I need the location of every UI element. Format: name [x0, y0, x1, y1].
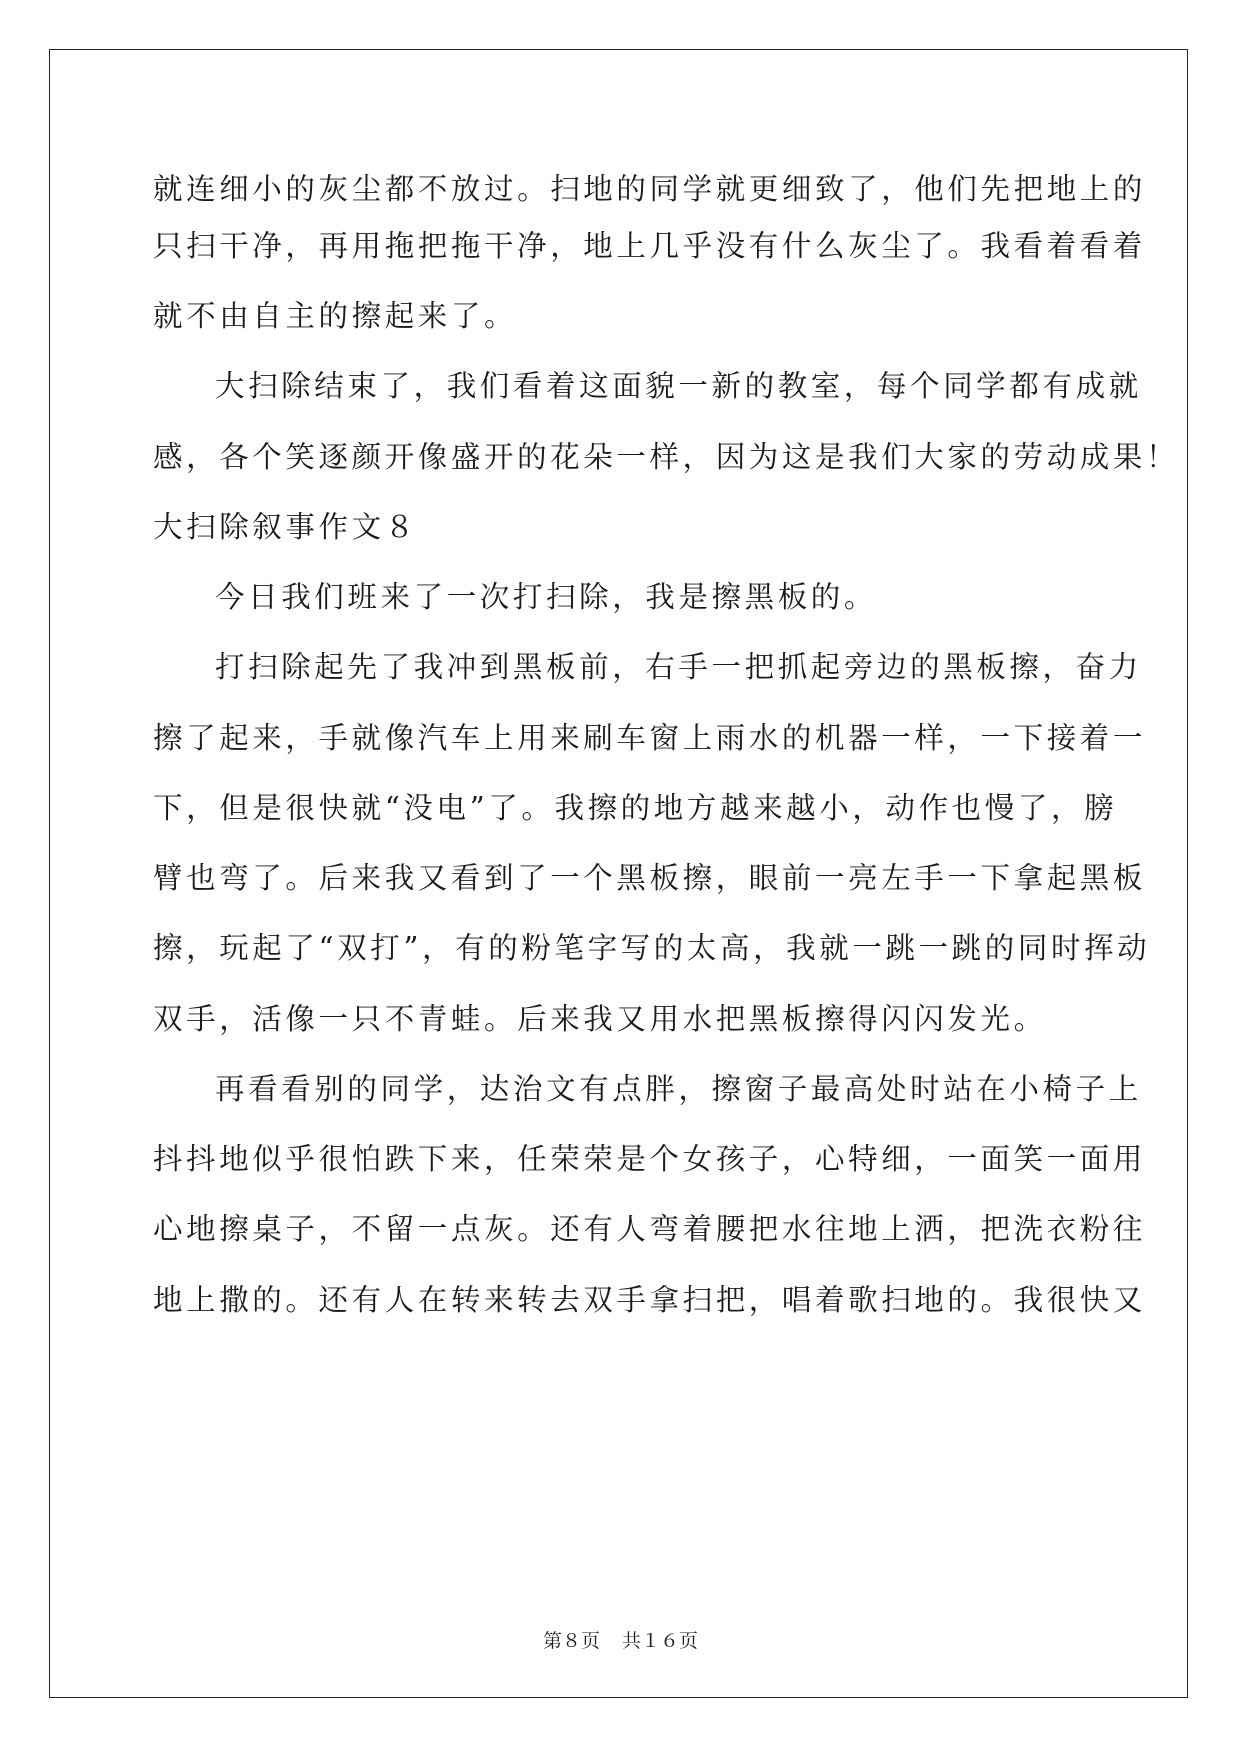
text-line: 擦，玩起了“双打”，有的粉笔字写的太高，我就一跳一跳的同时挥动 [153, 931, 1151, 965]
text-line: 擦了起来，手就像汽车上用来刷车窗上雨水的机器一样，一下接着一 [153, 721, 1147, 755]
paragraph-start-line: 打扫除起先了我冲到黑板前，右手一把抓起旁边的黑板擦，奋力 [215, 650, 1142, 684]
text-line: 就不由自主的擦起来了。 [153, 299, 518, 333]
text-line: 就连细小的灰尘都不放过。扫地的同学就更细致了，他们先把地上的 [153, 172, 1147, 206]
text-line: 下，但是很快就“没电”了。我擦的地方越来越小，动作也慢了，膀 [153, 791, 1118, 825]
text-line: 感，各个笑逐颜开像盛开的花朵一样，因为这是我们大家的劳动成果！ [153, 440, 1180, 474]
text-line: 双手，活像一只不青蛙。后来我又用水把黑板擦得闪闪发光。 [153, 1002, 1047, 1036]
text-line: 只扫干净，再用拖把拖干净，地上几乎没有什么灰尘了。我看着看着 [153, 229, 1147, 263]
paragraph-start-line: 今日我们班来了一次打扫除，我是擦黑板的。 [215, 580, 878, 614]
text-line: 臂也弯了。后来我又看到了一个黑板擦，眼前一亮左手一下拿起黑板 [153, 861, 1147, 895]
paragraph-start-line: 大扫除结束了，我们看着这面貌一新的教室，每个同学都有成就 [215, 369, 1142, 403]
page-total: 共１６页 [622, 1630, 699, 1652]
text-line: 心地擦桌子，不留一点灰。还有人弯着腰把水往地上洒，把洗衣粉往 [153, 1212, 1147, 1246]
text-line: 抖抖地似乎很怕跌下来，任荣荣是个女孩子，心特细，一面笑一面用 [153, 1142, 1147, 1176]
section-heading: 大扫除叙事作文８ [153, 510, 418, 544]
paragraph-start-line: 再看看别的同学，达治文有点胖，擦窗子最高处时站在小椅子上 [215, 1072, 1142, 1106]
text-line: 地上撒的。还有人在转来转去双手拿扫把，唱着歌扫地的。我很快又 [153, 1283, 1147, 1317]
page-number: 第８页 [542, 1630, 600, 1652]
page-footer [0, 1626, 1241, 1653]
